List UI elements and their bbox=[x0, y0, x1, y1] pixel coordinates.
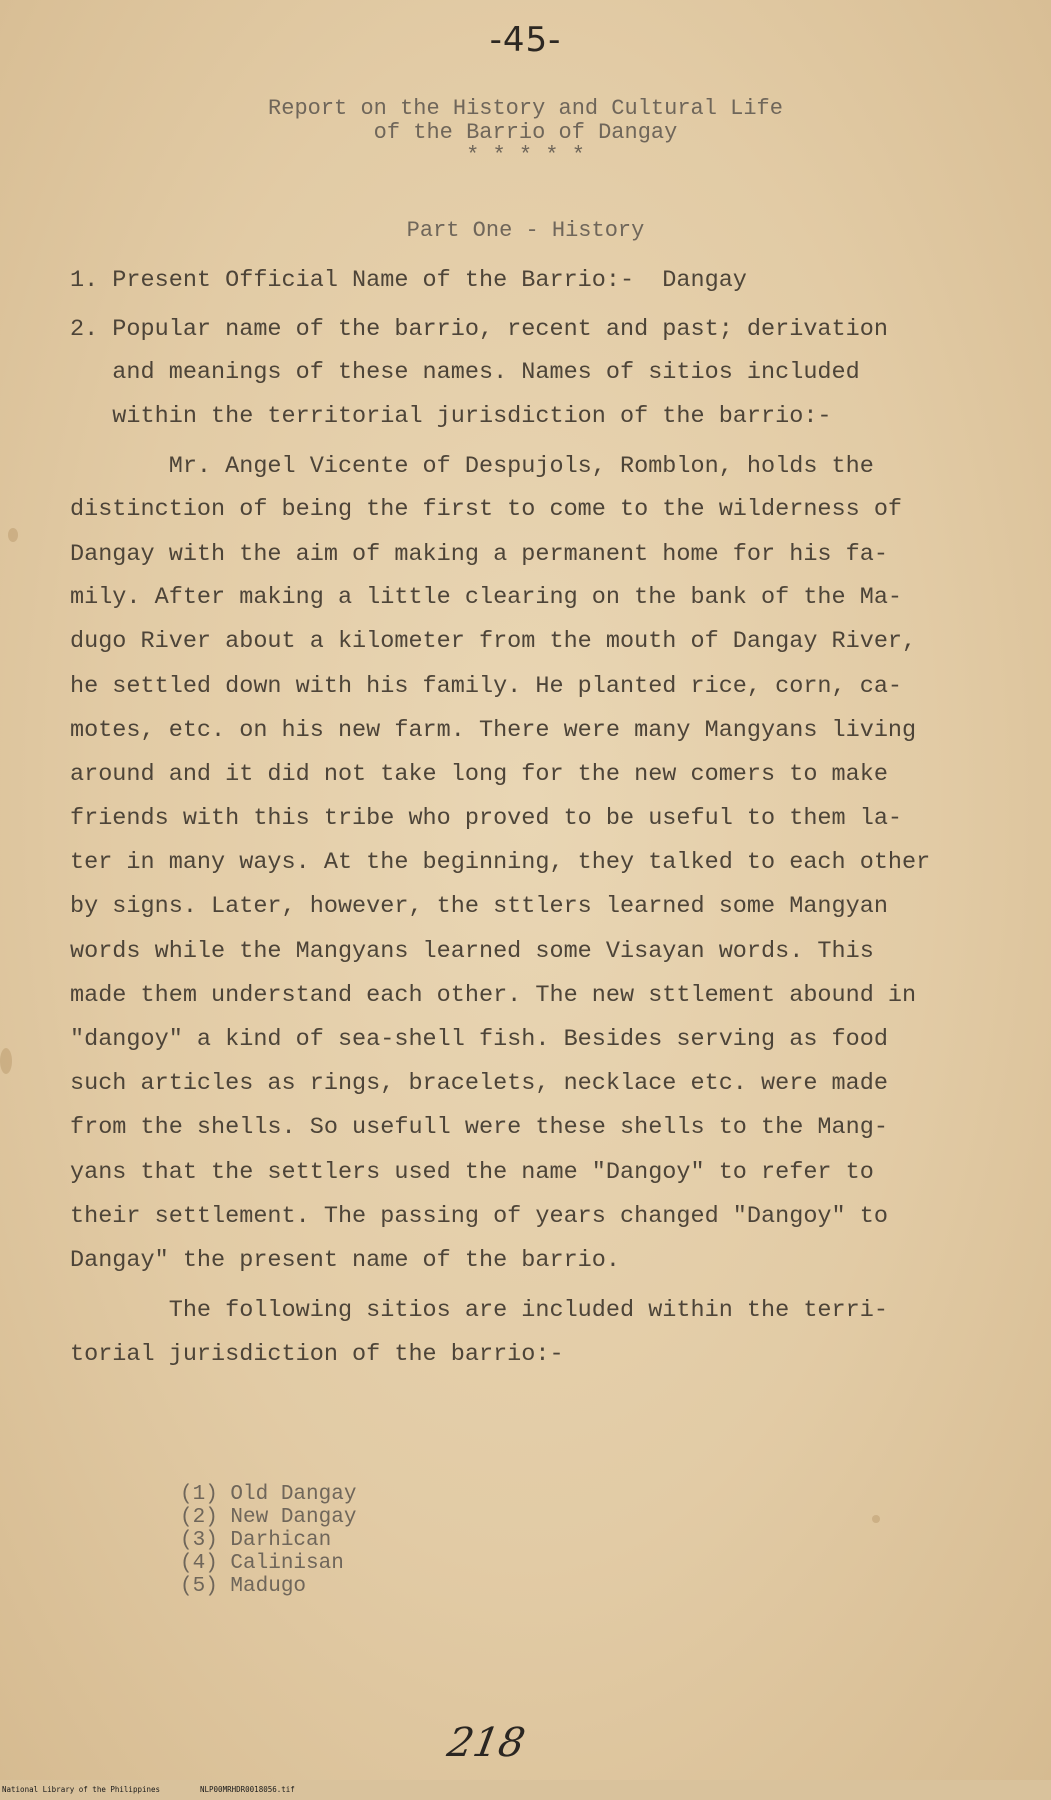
page-number: -45- bbox=[489, 20, 562, 60]
handwritten-page-number: 218 bbox=[443, 1720, 529, 1766]
body-line: mily. After making a little clearing on the bank of the Ma- bbox=[70, 584, 903, 611]
body-line: motes, etc. on his new farm. There were many Mangyans living bbox=[70, 717, 917, 744]
sitio-item: (4) Calinisan bbox=[180, 1552, 344, 1575]
paper-stain bbox=[8, 528, 18, 542]
body-line: yans that the settlers used the name "Dangoy" to refer to bbox=[70, 1159, 874, 1186]
body-line: by signs. Later, however, the sttlers learned some Mangyan bbox=[70, 893, 888, 920]
body-line: around and it did not take long for the new comers to make bbox=[70, 761, 888, 788]
body-line: Dangay with the aim of making a permanent home for his fa- bbox=[70, 541, 888, 568]
body-line: made them understand each other. The new sttlement abound in bbox=[70, 982, 917, 1009]
sitio-item: (1) Old Dangay bbox=[180, 1483, 357, 1506]
body-line: their settlement. The passing of years changed "Dangoy" to bbox=[70, 1203, 888, 1230]
body-line: ter in many ways. At the beginning, they talked to each other bbox=[70, 849, 931, 876]
sitio-item: (3) Darhican bbox=[180, 1529, 332, 1552]
body-line: and meanings of these names. Names of sitios included bbox=[70, 359, 860, 386]
report-title-line-2: of the Barrio of Dangay bbox=[373, 120, 678, 145]
body-line: torial jurisdiction of the barrio:- bbox=[70, 1341, 564, 1368]
body-line: he settled down with his family. He planted rice, corn, ca- bbox=[70, 673, 903, 700]
paper-stain bbox=[872, 1515, 880, 1523]
body-line: dugo River about a kilometer from the mouth of Dangay River, bbox=[70, 628, 917, 655]
body-line: 2. Popular name of the barrio, recent and past; derivation bbox=[70, 316, 888, 343]
body-line: within the territorial jurisdiction of the barrio:- bbox=[70, 403, 832, 430]
body-line: from the shells. So usefull were these shells to the Mang- bbox=[70, 1114, 888, 1141]
section-heading: Part One - History bbox=[406, 218, 645, 243]
body-line: such articles as rings, bracelets, necklace etc. were made bbox=[70, 1070, 888, 1097]
scan-footer bbox=[0, 1780, 1051, 1800]
paper-stain bbox=[0, 1048, 12, 1074]
body-line: The following sitios are included within the terri- bbox=[70, 1297, 888, 1324]
body-line: Mr. Angel Vicente of Despujols, Romblon, holds the bbox=[70, 453, 874, 480]
footer-library-name: National Library of the Philippines bbox=[2, 1785, 161, 1794]
body-line: words while the Mangyans learned some Visayan words. This bbox=[70, 938, 874, 965]
body-line: friends with this tribe who proved to be useful to them la- bbox=[70, 805, 903, 832]
title-ornament: * * * * * bbox=[466, 143, 585, 168]
footer-file-name: NLP00MRHDR0018056.tif bbox=[200, 1785, 295, 1794]
body-line: Dangay" the present name of the barrio. bbox=[70, 1247, 620, 1274]
report-title-line-1: Report on the History and Cultural Life bbox=[268, 96, 783, 121]
body-line: 1. Present Official Name of the Barrio:- Dangay bbox=[70, 267, 747, 294]
body-line: "dangoy" a kind of sea-shell fish. Besides serving as food bbox=[70, 1026, 888, 1053]
sitio-item: (2) New Dangay bbox=[180, 1506, 357, 1529]
sitio-item: (5) Madugo bbox=[180, 1575, 307, 1598]
body-line: distinction of being the first to come to the wilderness of bbox=[70, 496, 903, 523]
